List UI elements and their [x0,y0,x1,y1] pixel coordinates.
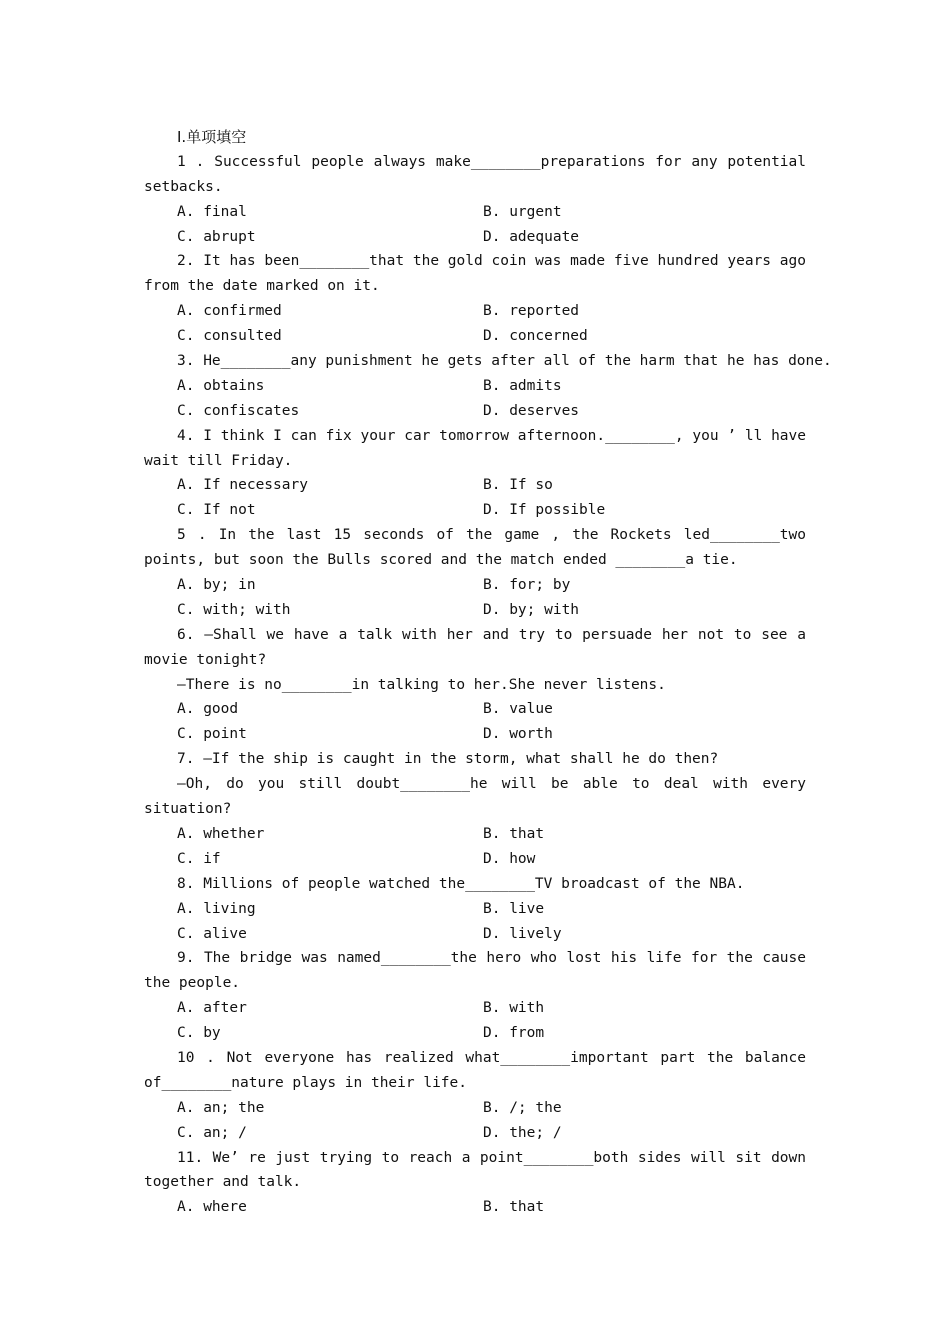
option-b[interactable]: B. that [483,825,545,842]
option-a[interactable]: A. If necessary [177,477,308,494]
option-row [144,722,806,747]
option-a[interactable]: A. final [177,203,247,220]
option-row [144,498,806,523]
question-list [144,150,832,1220]
option-row [144,996,806,1021]
option-c[interactable]: C. If not [177,502,256,519]
question-text-line: —Oh, do you still doubt________he will be able to deal with every [177,776,806,793]
question-text-line: from the date marked on it. [144,278,380,295]
option-b[interactable]: B. reported [483,303,580,320]
question-text-line: 3. He________any punishment he gets after all of the harm that he has done. [177,353,832,370]
option-a[interactable]: A. an; the [177,1099,265,1116]
option-c[interactable]: C. if [177,850,221,867]
option-d[interactable]: D. deserves [483,402,580,419]
question-7 [144,747,806,871]
option-row [144,922,806,947]
option-row [144,847,806,872]
option-c[interactable]: C. with; with [177,601,291,618]
option-row [144,225,806,250]
option-c[interactable]: C. point [177,726,247,743]
question-text-line: 9. The bridge was named________the hero who lost his life for the cause [177,950,806,967]
question-text-line: situation? [144,801,232,818]
option-a[interactable]: A. where [177,1199,247,1216]
option-row [144,822,806,847]
option-d[interactable]: D. lively [483,925,562,942]
option-c[interactable]: C. consulted [177,328,282,345]
option-b[interactable]: B. admits [483,377,562,394]
question-5 [144,523,806,623]
option-c[interactable]: C. by [177,1025,221,1042]
option-row [144,324,806,349]
option-row [144,399,806,424]
option-row [144,697,806,722]
option-b[interactable]: B. with [483,1000,545,1017]
question-text-line: 2. It has been________that the gold coin was made five hundred years ago [177,253,806,270]
question-text-line: wait till Friday. [144,452,293,469]
question-11 [144,1146,806,1221]
question-9 [144,946,806,1046]
question-1 [144,150,806,250]
option-d[interactable]: D. by; with [483,601,580,618]
question-text-line: —There is no________in talking to her.She never listens. [177,676,666,693]
option-c[interactable]: C. confiscates [177,402,300,419]
option-c[interactable]: C. alive [177,925,247,942]
option-c[interactable]: C. an; / [177,1124,247,1141]
question-text-line: points, but soon the Bulls scored and the match ended ________a tie. [144,552,738,569]
worksheet [144,125,832,1220]
option-d[interactable]: D. If possible [483,502,606,519]
question-text-line: movie tonight? [144,651,267,668]
option-a[interactable]: A. by; in [177,577,256,594]
question-text-line: 4. I think I can fix your car tomorrow afternoon.________, you ’ ll have [177,427,806,444]
option-c[interactable]: C. abrupt [177,228,256,245]
option-b[interactable]: B. urgent [483,203,562,220]
option-row [144,200,806,225]
option-row [144,1195,806,1220]
option-row [144,374,806,399]
question-3 [144,349,832,424]
question-text-line: 1 . Successful people always make________preparations for any potential [177,153,806,170]
question-text-line: 10 . Not everyone has realized what________important part the balance [177,1049,806,1066]
option-row [144,897,806,922]
option-b[interactable]: B. value [483,701,553,718]
option-a[interactable]: A. whether [177,825,265,842]
option-row [144,299,806,324]
question-text-line: 6. —Shall we have a talk with her and try to persuade her not to see a [177,626,806,643]
option-row [144,573,806,598]
option-a[interactable]: A. living [177,900,256,917]
option-row [144,1121,806,1146]
option-b[interactable]: B. live [483,900,545,917]
question-6 [144,623,806,747]
section-title: Ⅰ.单项填空 [177,128,247,146]
option-row [144,1096,806,1121]
option-b[interactable]: B. that [483,1199,545,1216]
question-text-line: 7. —If the ship is caught in the storm, what shall he do then? [177,751,719,768]
option-d[interactable]: D. adequate [483,228,580,245]
question-text-line: 5 . In the last 15 seconds of the game , the Rockets led________two [177,527,806,544]
option-a[interactable]: A. obtains [177,377,265,394]
option-d[interactable]: D. the; / [483,1124,562,1141]
option-b[interactable]: B. for; by [483,577,571,594]
question-4 [144,424,806,524]
question-text-line: 8. Millions of people watched the________TV broadcast of the NBA. [177,875,745,892]
question-2 [144,249,806,349]
question-text-line: setbacks. [144,178,223,195]
option-a[interactable]: A. good [177,701,239,718]
question-text-line: of________nature plays in their life. [144,1074,468,1091]
option-a[interactable]: A. after [177,1000,247,1017]
option-a[interactable]: A. confirmed [177,303,282,320]
option-row [144,598,806,623]
question-text-line: together and talk. [144,1174,302,1191]
option-row [144,473,806,498]
question-8 [144,872,806,947]
option-d[interactable]: D. how [483,850,536,867]
option-d[interactable]: D. concerned [483,328,588,345]
question-text-line: the people. [144,975,241,992]
option-d[interactable]: D. worth [483,726,553,743]
option-d[interactable]: D. from [483,1025,545,1042]
question-text-line: 11. We’ re just trying to reach a point________both sides will sit down [177,1149,806,1166]
option-row [144,1021,806,1046]
option-b[interactable]: B. If so [483,477,553,494]
option-b[interactable]: B. /; the [483,1099,562,1116]
question-10 [144,1046,806,1146]
